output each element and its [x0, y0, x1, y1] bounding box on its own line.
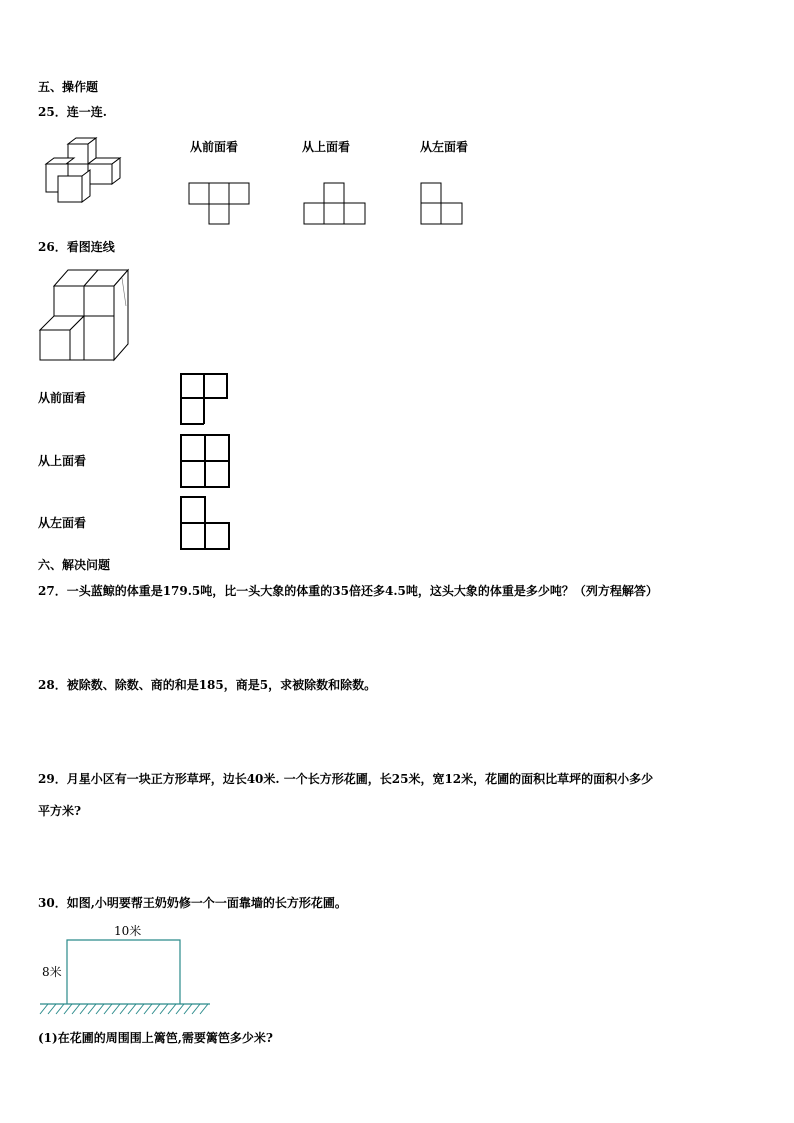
q30-width-label: 8米	[42, 965, 62, 979]
q25-cube-stack-figure	[40, 136, 140, 204]
section-six-heading: 六、解决问题	[38, 558, 111, 572]
question-28: 28．被除数、除数、商的和是185，商是5，求被除数和除数。	[38, 678, 377, 692]
q25-left-view-shape	[420, 182, 466, 226]
question-30-title: 30．如图,小明要帮王奶奶修一个一面靠墙的长方形花圃。	[38, 896, 347, 910]
q25-front-view-shape	[188, 182, 250, 226]
q30-length-label: 10米	[114, 924, 142, 938]
question-26-title: 26．看图连线	[38, 240, 115, 254]
q26-cube-block-figure	[38, 266, 130, 362]
q26-view-label-left: 从左面看	[38, 516, 87, 530]
q25-view-label-top: 从上面看	[302, 140, 351, 154]
q26-view-label-front: 从前面看	[38, 391, 87, 405]
question-29-line1: 29．月星小区有一块正方形草坪，边长40米. 一个长方形花圃，长25米，宽12米，花圃的面积比草坪的面积小多少	[38, 772, 654, 786]
q25-view-label-left: 从左面看	[420, 140, 469, 154]
question-29-line2: 平方米?	[38, 804, 82, 818]
q30-garden-diagram	[38, 938, 214, 1018]
q26-option-shape-b	[179, 433, 231, 489]
q26-option-shape-a	[179, 372, 229, 426]
section-five-heading: 五、操作题	[38, 80, 99, 94]
q25-top-view-shape	[303, 182, 367, 226]
q26-option-shape-c	[179, 495, 231, 551]
q25-view-label-front: 从前面看	[190, 140, 239, 154]
question-30-sub1: (1)在花圃的周围围上篱笆,需要篱笆多少米?	[38, 1031, 273, 1045]
question-27: 27．一头蓝鲸的体重是179.5吨，比一头大象的体重的35倍还多4.5吨，这头大象的体重是多少吨？（列方程解答）	[38, 584, 658, 598]
question-25-title: 25．连一连.	[38, 105, 107, 119]
q26-view-label-top: 从上面看	[38, 454, 87, 468]
